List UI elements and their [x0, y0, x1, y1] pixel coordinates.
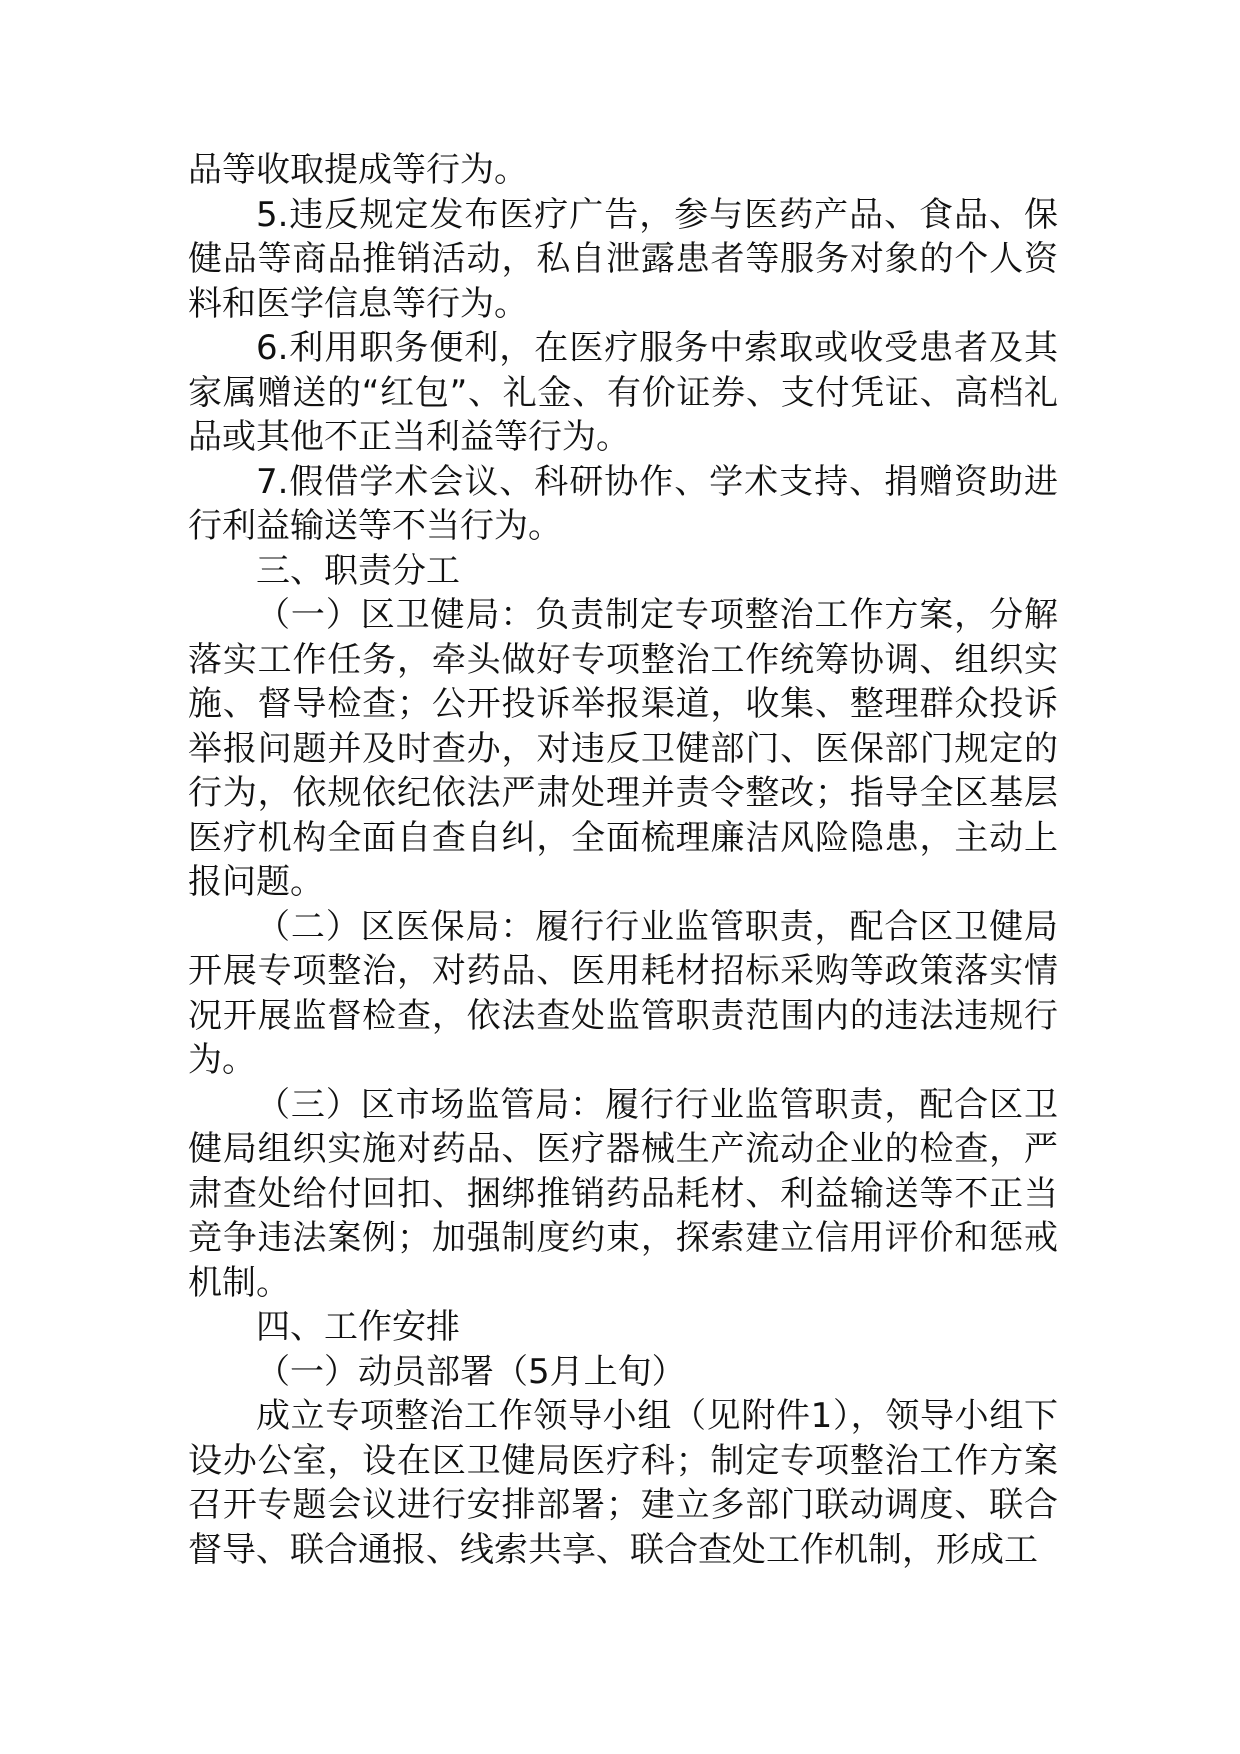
- document-body: [188, 148, 1058, 1572]
- paragraph-item-5: 5.违反规定发布医疗广告，参与医药产品、食品、保健品等商品推销活动，私自泄露患者等服务对象的个人资料和医学信息等行为。: [188, 194, 1058, 324]
- paragraph-continuation: 品等收取提成等行为。: [188, 150, 528, 190]
- paragraph-health-bureau: （一）区卫健局：负责制定专项整治工作方案，分解落实工作任务，牵头做好专项整治工作统筹协调、组织实施、督导检查；公开投诉举报渠道，收集、整理群众投诉举报问题并及时查办，对违反卫健部门、医保部门规定的行为，依规依纪依法严肃处理并责令整改；指导全区基层医疗机构全面自查自纠，全面梳理廉洁风险隐患，主动上报问题。: [188, 595, 1058, 902]
- paragraph-mobilization: 成立专项整治工作领导小组（见附件1），领导小组下设办公室，设在区卫健局医疗科；制定专项整治工作方案召开专题会议进行安排部署；建立多部门联动调度、联合督导、联合通报、线索共享、联合查处工作机制，形成工: [188, 1396, 1058, 1570]
- paragraph-item-7: 7.假借学术会议、科研协作、学术支持、捐赠资助进行利益输送等不当行为。: [188, 461, 1058, 546]
- paragraph-market-supervision-bureau: （三）区市场监管局：履行行业监管职责，配合区卫健局组织实施对药品、医疗器械生产流动企业的检查，严肃查处给付回扣、捆绑推销药品耗材、利益输送等不正当竞争违法案例；加强制度约束，探索建立信用评价和惩戒机制。: [188, 1084, 1058, 1303]
- subsection-heading-mobilization: （一）动员部署（5月上旬）: [256, 1351, 686, 1392]
- paragraph-medical-insurance-bureau: （二）区医保局：履行行业监管职责，配合区卫健局开展专项整治，对药品、医用耗材招标采购等政策落实情况开展监督检查，依法查处监管职责范围内的违法违规行为。: [188, 906, 1058, 1080]
- section-heading-4: 四、工作安排: [256, 1307, 460, 1347]
- section-heading-3: 三、职责分工: [256, 550, 460, 591]
- paragraph-item-6: 6.利用职务便利，在医疗服务中索取或收受患者及其家属赠送的“红包”、礼金、有价证券、支付凭证、高档礼品或其他不正当利益等行为。: [188, 328, 1058, 457]
